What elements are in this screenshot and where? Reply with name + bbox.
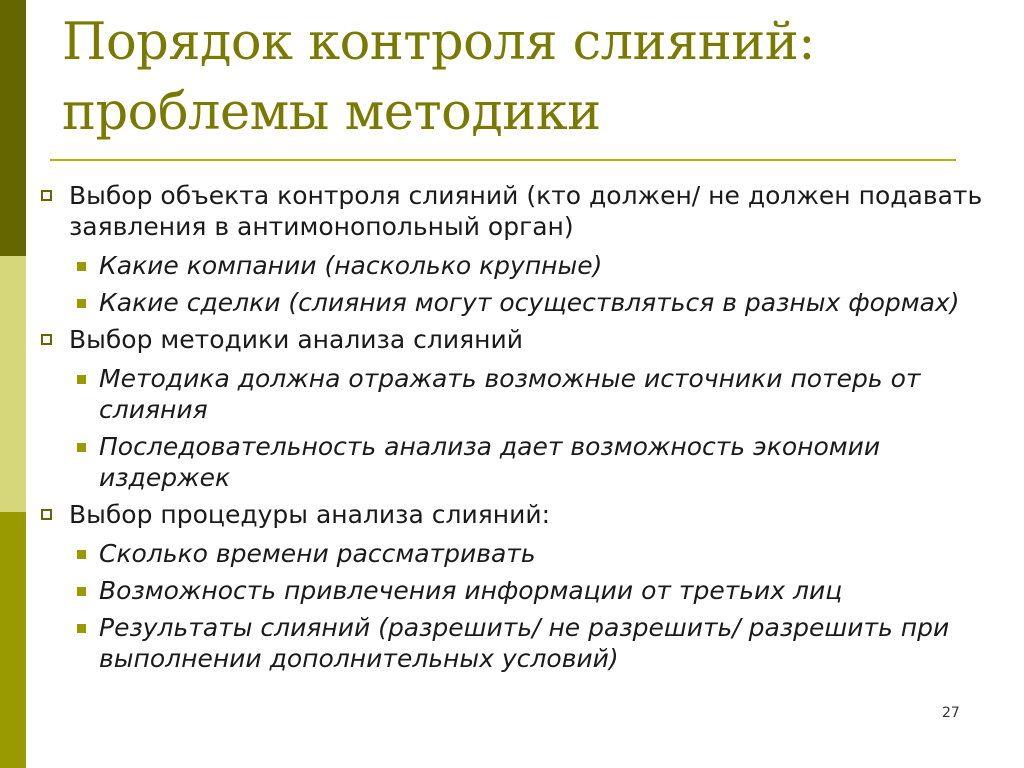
filled-square-bullet-icon: [77, 375, 86, 384]
filled-square-bullet-icon: [77, 262, 86, 271]
section-bullet: [40, 324, 1000, 355]
slide-title-line-2: проблемы методики: [62, 83, 601, 142]
side-bar-top: [0, 0, 26, 256]
filled-square-bullet-icon: [77, 624, 86, 633]
sub-bullet: [40, 575, 1000, 606]
side-bar-bottom: [0, 512, 26, 768]
sub-bullet-text: Методика должна отражать возможные источники потерь от слияния: [99, 364, 921, 424]
sub-bullet-text: Результаты слияний (разрешить/ не разрешить/ разрешить при выполнении дополнительных условий): [99, 613, 950, 673]
filled-square-bullet-icon: [77, 299, 86, 308]
hollow-square-bullet-icon: [41, 509, 52, 520]
sub-bullet-text: Какие сделки (слияния могут осуществляться в разных формах): [99, 288, 960, 317]
sub-bullet-text: Последовательность анализа дает возможность экономии издержек: [99, 432, 881, 492]
section-bullet: [40, 499, 1000, 530]
page-number: 27: [942, 705, 960, 721]
hollow-square-bullet-icon: [41, 334, 52, 345]
filled-square-bullet-icon: [77, 443, 86, 452]
slide-title-line-1: Порядок контроля слияний:: [62, 13, 815, 72]
sub-bullet: [40, 287, 1000, 318]
sub-bullet-text: Сколько времени рассматривать: [99, 539, 536, 568]
sub-bullet: [40, 612, 1000, 674]
filled-square-bullet-icon: [77, 587, 86, 596]
section-bullet: [40, 180, 1000, 242]
section-text: Выбор объекта контроля слияний (кто должен/ не должен подавать заявления в антимонопольный орган): [69, 181, 983, 241]
sub-bullet: [40, 538, 1000, 569]
sub-bullet: [40, 431, 1000, 493]
sub-bullet-text: Возможность привлечения информации от третьих лиц: [99, 576, 843, 605]
hollow-square-bullet-icon: [41, 190, 52, 201]
bullet-list: [40, 180, 1000, 680]
slide-title: [62, 8, 962, 148]
section-text: Выбор методики анализа слияний: [69, 325, 523, 354]
filled-square-bullet-icon: [77, 550, 86, 559]
side-bar-middle: [0, 256, 26, 512]
section-text: Выбор процедуры анализа слияний:: [69, 500, 551, 529]
sub-bullet: [40, 250, 1000, 281]
title-divider: [50, 159, 956, 161]
sub-bullet-text: Какие компании (насколько крупные): [99, 251, 603, 280]
sub-bullet: [40, 363, 1000, 425]
